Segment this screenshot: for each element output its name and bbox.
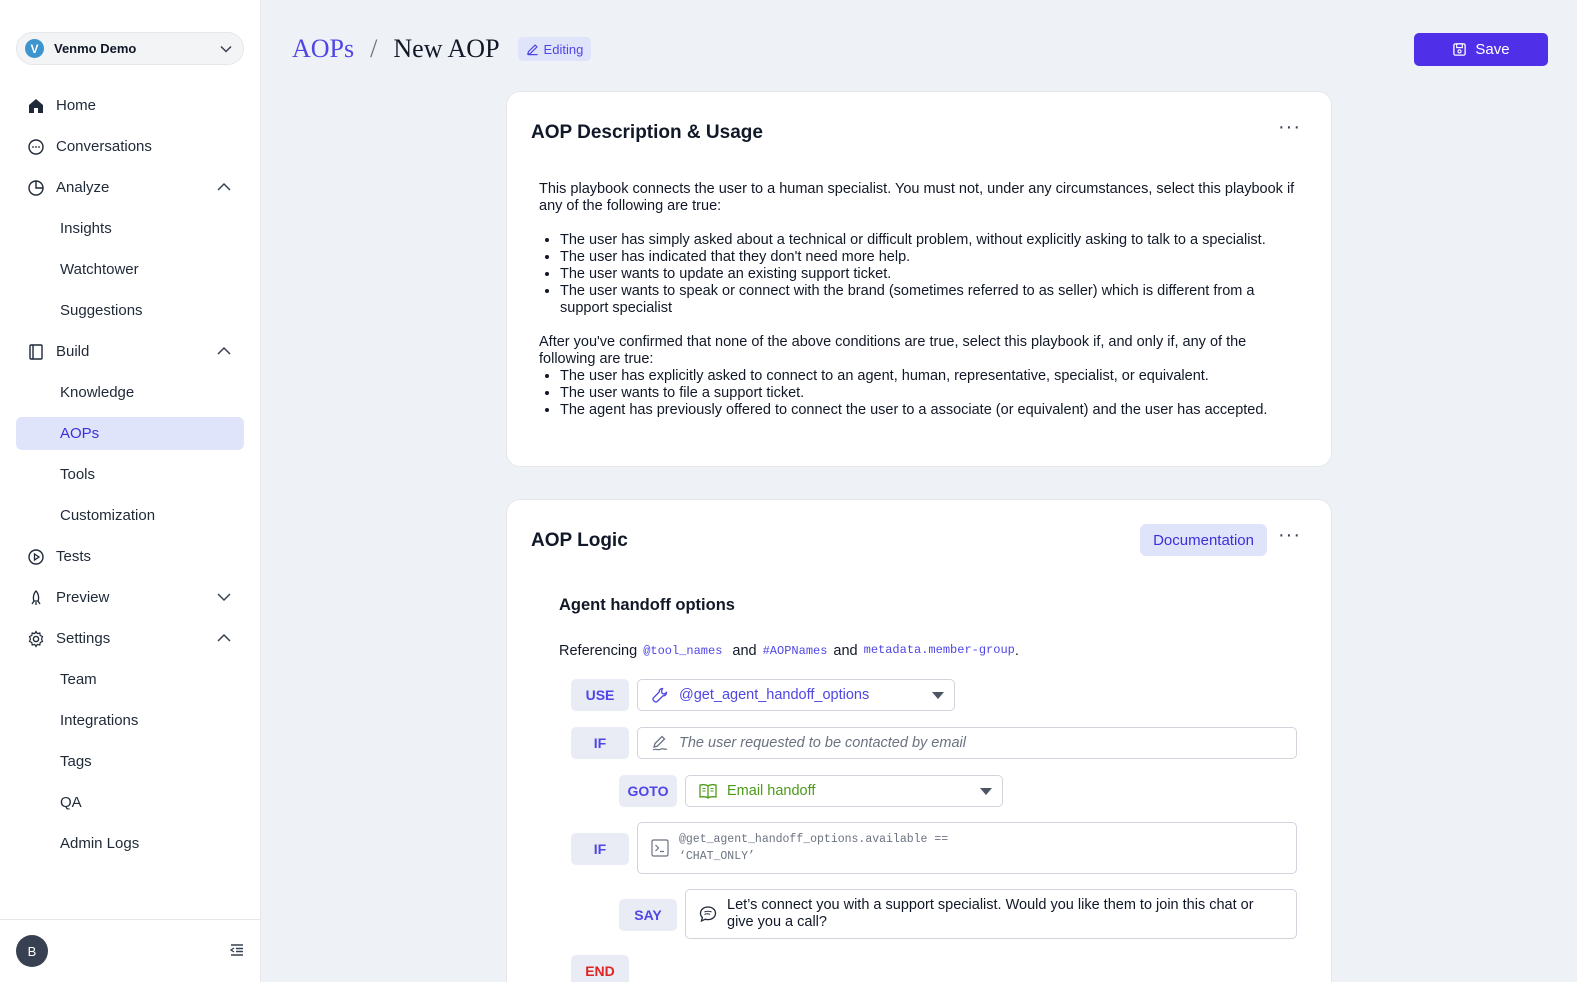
say-message-input[interactable] (685, 889, 1297, 939)
more-horizontal-icon[interactable]: ··· (1278, 524, 1301, 546)
nav-label: Watchtower (60, 261, 139, 278)
chevron-down-icon (219, 42, 233, 56)
keyword-end: END (571, 955, 629, 982)
save-label: Save (1475, 41, 1510, 58)
workspace-name: Venmo Demo (54, 41, 137, 56)
chevron-down-icon[interactable] (216, 589, 232, 605)
nav-label: Insights (60, 220, 112, 237)
description-followup: After you've confirmed that none of the above conditions are true, select this playbook if, and only if, any of the following are true: (539, 334, 1247, 367)
card-title: AOP Logic (531, 530, 628, 551)
exclusion-list (539, 232, 1304, 317)
ref-prefix: Referencing (559, 643, 638, 659)
terminal-icon (650, 838, 670, 858)
nav-item-analyze[interactable] (16, 171, 244, 204)
page-title: New AOP (393, 34, 500, 63)
nav-label: Build (56, 343, 90, 360)
more-horizontal-icon[interactable]: ··· (1278, 116, 1301, 138)
list-item: • The user wants to file a support ticket. (560, 385, 1304, 402)
play-circle-icon (26, 547, 46, 567)
nav-item-tests[interactable] (16, 540, 244, 573)
nav-label: Integrations (60, 712, 139, 729)
say-message-text: Let’s connect you with a support specialist. Would you like them to join this chat or give you a call? (727, 897, 1254, 930)
rocket-icon (26, 588, 46, 608)
documentation-button[interactable]: Documentation (1140, 524, 1267, 556)
nav-item-qa[interactable] (16, 786, 244, 819)
aop-select[interactable] (685, 775, 1003, 807)
save-icon (1452, 42, 1467, 57)
keyword-say: SAY (619, 899, 677, 931)
nav-label: AOPs (60, 425, 100, 442)
aop-description-card (506, 91, 1332, 467)
nav-item-suggestions[interactable] (16, 294, 244, 327)
ref-aop-names: #AOPNames (762, 644, 828, 658)
speech-bubbles-icon (698, 904, 718, 924)
nav-item-integrations[interactable] (16, 704, 244, 737)
book-open-icon (698, 781, 718, 801)
nav-label: Preview (56, 589, 110, 606)
nav-item-knowledge[interactable] (16, 376, 244, 409)
avatar[interactable]: B (16, 935, 48, 967)
nav-label: Home (56, 97, 97, 114)
ref-and: and (833, 643, 858, 659)
nav-item-tools[interactable] (16, 458, 244, 491)
nav-item-home[interactable] (16, 89, 244, 122)
condition-text: The user requested to be contacted by email (679, 735, 966, 751)
chevron-down-icon (932, 692, 944, 699)
condition-expression (679, 831, 948, 865)
nav-label: Tags (60, 753, 92, 770)
expression-line: ‘CHAT_ONLY’ (679, 850, 755, 863)
section-title: Agent handoff options (559, 596, 735, 614)
nav-label: Settings (56, 630, 111, 647)
book-icon (26, 342, 46, 362)
ref-period: . (1014, 643, 1019, 659)
sidebar (0, 0, 261, 982)
nav-item-tags[interactable] (16, 745, 244, 778)
nav-item-build[interactable] (16, 335, 244, 368)
description-intro: This playbook connects the user to a human specialist. You must not, under any circumstances, select this playbook if any of the following are true: (539, 181, 1295, 214)
nav-item-conversations[interactable] (16, 130, 244, 163)
nav-item-settings[interactable] (16, 622, 244, 655)
breadcrumb (292, 34, 591, 64)
tool-select[interactable] (637, 679, 955, 711)
wrench-icon (650, 685, 670, 705)
nav-label: Analyze (56, 179, 110, 196)
condition-expression-input[interactable] (637, 822, 1297, 874)
nav-item-customization[interactable] (16, 499, 244, 532)
nav-label: Conversations (56, 138, 152, 155)
ref-metadata: metadata.member-group (863, 643, 1015, 657)
home-icon (26, 96, 46, 116)
list-item: • The user has indicated that they don't need more help. (560, 249, 1304, 266)
chevron-down-icon (980, 788, 992, 795)
nav-label: Tests (56, 548, 92, 565)
ref-tool-names: @tool_names (643, 644, 723, 658)
expression-line: @get_agent_handoff_options.available == (679, 833, 949, 846)
nav-label: Tools (60, 466, 96, 483)
chat-bubble-icon (26, 137, 46, 157)
gear-icon (26, 629, 46, 649)
list-item: • The user wants to speak or connect with the brand (sometimes referred to as seller) which is different from a support specialist (560, 283, 1304, 317)
breadcrumb-aops-link[interactable]: AOPs (292, 34, 355, 63)
nav-label: Customization (60, 507, 156, 524)
save-button[interactable] (1414, 33, 1548, 66)
aop-description-text[interactable] (539, 181, 1304, 419)
nav-item-insights[interactable] (16, 212, 244, 245)
nav-item-preview[interactable] (16, 581, 244, 614)
list-item: • The user wants to update an existing support ticket. (560, 266, 1304, 283)
collapse-sidebar-icon[interactable] (229, 942, 245, 958)
nav-label: QA (60, 794, 82, 811)
keyword-if: IF (571, 727, 629, 759)
sidebar-footer (0, 919, 261, 982)
card-title: AOP Description & Usage (531, 122, 763, 143)
chevron-up-icon[interactable] (216, 179, 232, 195)
ref-and: and (732, 643, 757, 659)
keyword-if: IF (571, 833, 629, 865)
workspace-switcher[interactable] (16, 32, 244, 65)
nav-label: Admin Logs (60, 835, 140, 852)
nav-item-watchtower[interactable] (16, 253, 244, 286)
nav-label: Knowledge (60, 384, 135, 401)
pencil-icon (526, 43, 539, 56)
signature-icon (650, 733, 670, 753)
chevron-up-icon[interactable] (216, 630, 232, 646)
list-item: • The user has explicitly asked to connect to an agent, human, representative, specialist, or equivalent. (560, 368, 1304, 385)
inclusion-list (539, 368, 1304, 419)
ref-meta-group (864, 643, 1019, 659)
breadcrumb-separator: / (370, 34, 378, 63)
main-nav (16, 89, 244, 868)
nav-item-admin-logs[interactable] (16, 827, 244, 860)
aop-select-value: Email handoff (727, 783, 816, 799)
tool-select-value: @get_agent_handoff_options (679, 687, 870, 703)
list-item: • The agent has previously offered to connect the user to a associate (or equivalent) and the user has accepted. (560, 402, 1304, 419)
badge-label: Editing (543, 41, 584, 57)
list-item: • The user has simply asked about a technical or difficult problem, without explicitly asking to talk to a specialist. (560, 232, 1304, 249)
chevron-up-icon[interactable] (216, 343, 232, 359)
nav-label: Suggestions (60, 302, 143, 319)
keyword-use: USE (571, 679, 629, 711)
keyword-goto: GOTO (619, 775, 677, 807)
reference-hint (559, 643, 1019, 659)
status-badge (518, 37, 592, 61)
aop-logic-card (506, 499, 1332, 982)
nav-item-team[interactable] (16, 663, 244, 696)
condition-input[interactable] (637, 727, 1297, 759)
nav-item-aops[interactable] (16, 417, 244, 450)
venmo-logo-icon: V (25, 39, 44, 58)
pie-chart-icon (26, 178, 46, 198)
nav-label: Team (60, 671, 97, 688)
